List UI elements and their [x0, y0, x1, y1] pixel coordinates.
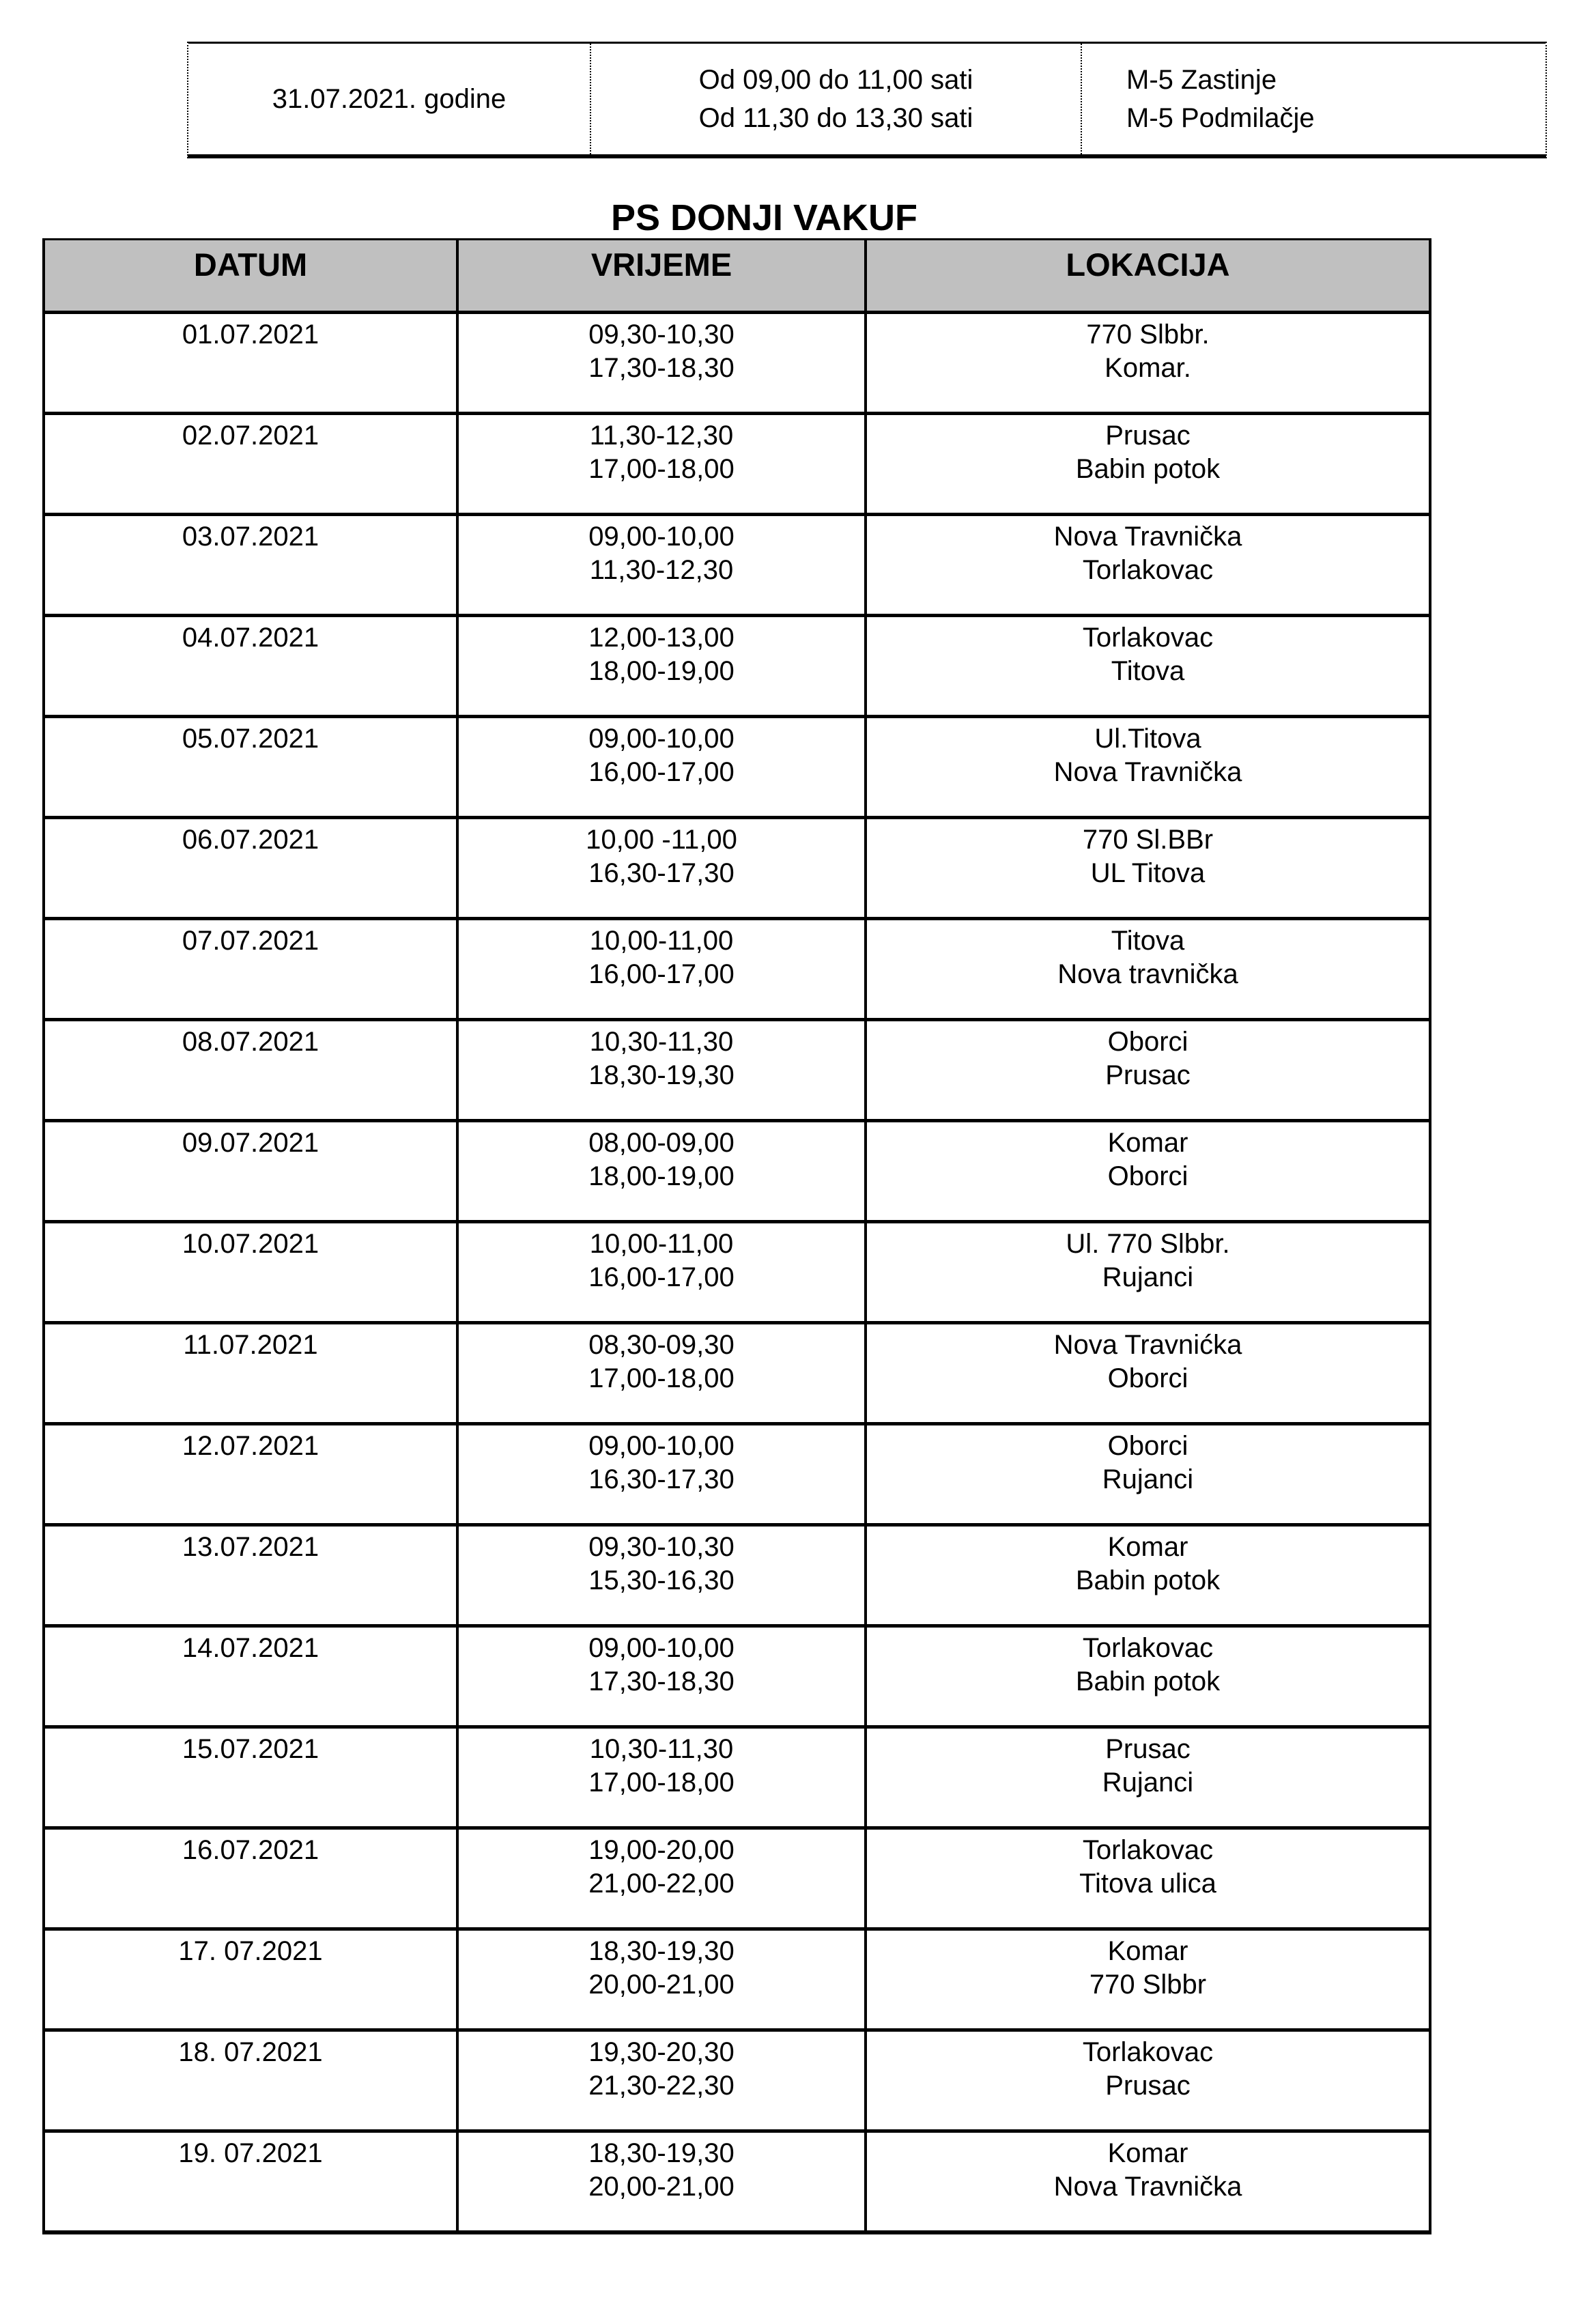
date-cell: [45, 718, 459, 816]
fragment-time-line-1: Od 09,00 do 11,00 sati: [698, 65, 973, 95]
date-cell: [45, 1122, 459, 1220]
date-cell: [45, 1021, 459, 1119]
date-text: 06.07.2021: [182, 825, 319, 855]
location-text-1: Ul.Titova: [1094, 724, 1201, 754]
time-text-1: 09,00-10,00: [588, 1633, 735, 1663]
location-text-1: 770 Slbbr.: [1086, 320, 1210, 350]
location-text-2: Babin potok: [1075, 454, 1221, 484]
fragment-location-cell: [1082, 44, 1545, 154]
time-text-1: 19,30-20,30: [588, 2037, 735, 2067]
time-text-1: 09,00-10,00: [588, 522, 735, 552]
table-row: [45, 1729, 1429, 1830]
date-text: 07.07.2021: [182, 926, 319, 956]
location-cell: [867, 314, 1429, 412]
location-cell: [867, 920, 1429, 1018]
time-text-1: 19,00-20,00: [588, 1835, 735, 1865]
time-text-2: 17,00-18,00: [588, 454, 735, 484]
location-text-2: Nova travnička: [1057, 959, 1238, 989]
time-text-2: 18,00-19,00: [588, 656, 735, 686]
location-text-2: UL Titova: [1090, 858, 1206, 888]
location-text-1: Torlakovac: [1082, 1835, 1214, 1865]
date-cell: [45, 415, 459, 513]
location-text-1: Komar: [1107, 1532, 1188, 1562]
time-text-1: 12,00-13,00: [588, 623, 735, 653]
date-text: 09.07.2021: [182, 1128, 319, 1158]
location-text-2: 770 Slbbr: [1089, 1970, 1207, 2000]
location-text-1: Nova Travnička: [1053, 522, 1242, 552]
location-text-1: Komar: [1107, 1128, 1188, 1158]
location-text-1: Komar: [1107, 1936, 1188, 1966]
date-text: 08.07.2021: [182, 1027, 319, 1057]
location-cell: [867, 1830, 1429, 1927]
previous-schedule-fragment-row: [187, 42, 1547, 158]
table-row: [45, 1122, 1429, 1223]
time-cell: [459, 1425, 867, 1523]
date-cell: [45, 2133, 459, 2230]
location-text-2: Rujanci: [1102, 1767, 1194, 1798]
date-text: 10.07.2021: [182, 1229, 319, 1259]
date-cell: [45, 314, 459, 412]
time-cell: [459, 2032, 867, 2129]
location-text-2: Rujanci: [1102, 1262, 1194, 1292]
time-cell: [459, 1223, 867, 1321]
time-text-2: 21,00-22,00: [588, 1869, 735, 1899]
date-cell: [45, 920, 459, 1018]
time-text-2: 16,00-17,00: [588, 1262, 735, 1292]
table-row: [45, 516, 1429, 617]
location-cell: [867, 1628, 1429, 1725]
location-text-1: Nova Travnićka: [1053, 1330, 1242, 1360]
location-cell: [867, 2032, 1429, 2129]
date-text: 19. 07.2021: [178, 2138, 323, 2168]
time-text-2: 18,30-19,30: [588, 1060, 735, 1090]
location-text-2: Komar.: [1105, 353, 1191, 383]
location-text-2: Oborci: [1107, 1363, 1188, 1393]
time-text-2: 17,30-18,30: [588, 353, 735, 383]
location-text-2: Torlakovac: [1082, 555, 1214, 585]
location-cell: [867, 1324, 1429, 1422]
location-cell: [867, 1931, 1429, 2028]
time-text-1: 10,00 -11,00: [586, 825, 737, 855]
table-row: [45, 1527, 1429, 1628]
time-cell: [459, 1931, 867, 2028]
page-title: PS DONJI VAKUF: [610, 197, 918, 238]
location-text-1: Torlakovac: [1082, 623, 1214, 653]
location-cell: [867, 1021, 1429, 1119]
fragment-time-cell: [591, 44, 1082, 154]
date-text: 18. 07.2021: [178, 2037, 323, 2067]
table-row: [45, 415, 1429, 516]
time-text-1: 10,30-11,30: [589, 1734, 734, 1764]
time-cell: [459, 1628, 867, 1725]
time-text-2: 16,00-17,00: [588, 959, 735, 989]
date-text: 01.07.2021: [182, 320, 319, 350]
time-text-1: 09,30-10,30: [588, 1532, 735, 1562]
location-text-2: Babin potok: [1075, 1666, 1221, 1696]
location-text-1: Oborci: [1107, 1431, 1188, 1461]
time-text-1: 18,30-19,30: [588, 1936, 735, 1966]
table-row: [45, 2032, 1429, 2133]
date-cell: [45, 2032, 459, 2129]
date-text: 13.07.2021: [182, 1532, 319, 1562]
table-row: [45, 2133, 1429, 2230]
time-text-2: 21,30-22,30: [588, 2071, 735, 2101]
table-row: [45, 819, 1429, 920]
table-row: [45, 1628, 1429, 1729]
date-cell: [45, 1324, 459, 1422]
date-cell: [45, 819, 459, 917]
time-text-2: 17,30-18,30: [588, 1666, 735, 1696]
location-text-2: Titova: [1111, 656, 1185, 686]
table-row: [45, 314, 1429, 415]
time-cell: [459, 1122, 867, 1220]
location-text-1: Oborci: [1107, 1027, 1188, 1057]
date-text: 02.07.2021: [182, 421, 319, 451]
date-text: 16.07.2021: [182, 1835, 319, 1865]
location-text-2: Prusac: [1105, 1060, 1191, 1090]
time-text-2: 20,00-21,00: [588, 1970, 735, 2000]
date-text: 15.07.2021: [182, 1734, 319, 1764]
table-row: [45, 1223, 1429, 1324]
fragment-date-text: 31.07.2021. godine: [272, 84, 507, 114]
location-cell: [867, 2133, 1429, 2230]
location-text-1: Torlakovac: [1082, 1633, 1214, 1663]
table-row: [45, 1021, 1429, 1122]
time-cell: [459, 2133, 867, 2230]
time-text-1: 10,30-11,30: [589, 1027, 734, 1057]
time-cell: [459, 819, 867, 917]
time-text-1: 08,00-09,00: [588, 1128, 735, 1158]
time-text-1: 09,00-10,00: [588, 724, 735, 754]
schedule-table: [42, 238, 1431, 2234]
column-header-datum: DATUM: [45, 240, 459, 311]
date-cell: [45, 617, 459, 715]
column-header-vrijeme: VRIJEME: [459, 240, 867, 311]
date-text: 11.07.2021: [183, 1330, 318, 1360]
fragment-date-cell: [188, 44, 591, 154]
location-text-2: Nova Travnička: [1053, 757, 1242, 787]
time-cell: [459, 516, 867, 614]
date-cell: [45, 1223, 459, 1321]
location-cell: [867, 1122, 1429, 1220]
location-cell: [867, 718, 1429, 816]
time-text-1: 10,00-11,00: [589, 926, 734, 956]
time-text-1: 11,30-12,30: [589, 421, 734, 451]
location-cell: [867, 415, 1429, 513]
location-cell: [867, 617, 1429, 715]
table-row: [45, 1324, 1429, 1425]
location-cell: [867, 1223, 1429, 1321]
location-text-2: Rujanci: [1102, 1464, 1194, 1494]
time-text-2: 17,00-18,00: [588, 1363, 735, 1393]
table-header-row: [45, 240, 1429, 314]
time-cell: [459, 1830, 867, 1927]
time-cell: [459, 314, 867, 412]
time-text-2: 15,30-16,30: [588, 1565, 735, 1595]
date-cell: [45, 516, 459, 614]
date-text: 05.07.2021: [182, 724, 319, 754]
fragment-location-line-1: M-5 Zastinje: [1126, 65, 1277, 95]
date-cell: [45, 1931, 459, 2028]
table-row: [45, 718, 1429, 819]
date-cell: [45, 1830, 459, 1927]
location-cell: [867, 1425, 1429, 1523]
table-row: [45, 920, 1429, 1021]
time-text-2: 16,00-17,00: [588, 757, 735, 787]
location-cell: [867, 1729, 1429, 1826]
time-cell: [459, 617, 867, 715]
date-text: 14.07.2021: [182, 1633, 319, 1663]
table-row: [45, 1830, 1429, 1931]
time-text-2: 20,00-21,00: [588, 2172, 735, 2202]
date-cell: [45, 1729, 459, 1826]
time-text-2: 16,30-17,30: [588, 1464, 735, 1494]
table-row: [45, 1931, 1429, 2032]
time-cell: [459, 1729, 867, 1826]
location-text-1: Komar: [1107, 2138, 1188, 2168]
fragment-time-line-2: Od 11,30 do 13,30 sati: [698, 103, 973, 133]
time-cell: [459, 415, 867, 513]
date-text: 12.07.2021: [182, 1431, 319, 1461]
location-text-2: Titova ulica: [1079, 1869, 1216, 1899]
time-text-1: 09,30-10,30: [588, 320, 735, 350]
location-text-1: 770 Sl.BBr: [1082, 825, 1214, 855]
location-text-1: Prusac: [1105, 1734, 1191, 1764]
time-text-1: 09,00-10,00: [588, 1431, 735, 1461]
time-text-1: 08,30-09,30: [588, 1330, 735, 1360]
location-cell: [867, 1527, 1429, 1624]
time-text-1: 18,30-19,30: [588, 2138, 735, 2168]
time-cell: [459, 1021, 867, 1119]
time-cell: [459, 1324, 867, 1422]
location-text-1: Ul. 770 Slbbr.: [1066, 1229, 1230, 1259]
date-cell: [45, 1425, 459, 1523]
time-cell: [459, 920, 867, 1018]
location-text-2: Babin potok: [1075, 1565, 1221, 1595]
date-cell: [45, 1527, 459, 1624]
location-cell: [867, 819, 1429, 917]
time-text-2: 17,00-18,00: [588, 1767, 735, 1798]
time-text-1: 10,00-11,00: [589, 1229, 734, 1259]
table-row: [45, 1425, 1429, 1527]
time-text-2: 16,30-17,30: [588, 858, 735, 888]
table-row: [45, 617, 1429, 718]
location-text-2: Prusac: [1105, 2071, 1191, 2101]
date-text: 03.07.2021: [182, 522, 319, 552]
date-text: 17. 07.2021: [178, 1936, 323, 1966]
time-text-2: 11,30-12,30: [589, 555, 734, 585]
location-cell: [867, 516, 1429, 614]
location-text-2: Oborci: [1107, 1161, 1188, 1191]
date-cell: [45, 1628, 459, 1725]
location-text-1: Torlakovac: [1082, 2037, 1214, 2067]
location-text-1: Prusac: [1105, 421, 1191, 451]
time-cell: [459, 1527, 867, 1624]
location-text-1: Titova: [1111, 926, 1185, 956]
time-cell: [459, 718, 867, 816]
column-header-lokacija: LOKACIJA: [1066, 246, 1230, 283]
location-text-2: Nova Travnička: [1053, 2172, 1242, 2202]
time-text-2: 18,00-19,00: [588, 1161, 735, 1191]
date-text: 04.07.2021: [182, 623, 319, 653]
fragment-location-line-2: M-5 Podmilačje: [1126, 103, 1315, 133]
